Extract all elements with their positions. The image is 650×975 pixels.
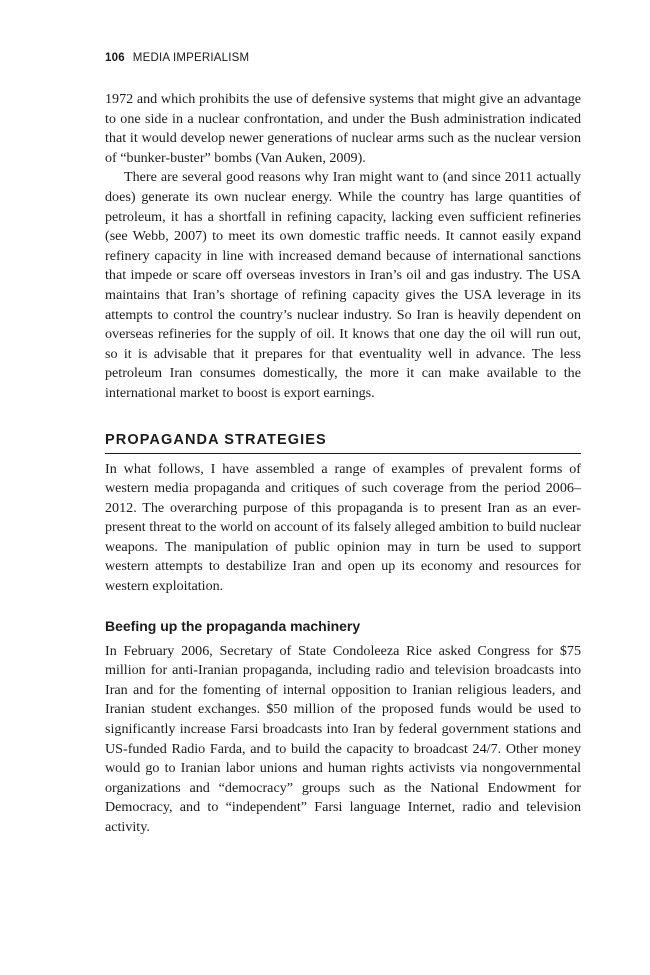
book-page: [105, 50, 581, 838]
paragraph-nuclear-energy: There are several good reasons why Iran might want to (and since 2011 actually does) generate its own nuclear energy. While the country has large quantities of petroleum, it has a shortfall in refining capacity, lacking even sufficient refineries (see Webb, 2007) to meet its own domestic traffic needs. It cannot easily expand refinery capacity in line with increased demand because of international sanctions that impede or scare off overseas investors in Iran’s oil and gas industry. The USA maintains that Iran’s shortage of refining capacity gives the USA leverage in its attempts to control the country’s nuclear industry. So Iran is heavily dependent on overseas refineries for the supply of oil. It knows that one day the oil will run out, so it is advisable that it prepares for that eventuality well in advance. The less petroleum Iran consumes domestically, the more it can make available to the international market to boost is export earnings.: [105, 169, 581, 401]
book-title: MEDIA IMPERIALISM: [132, 52, 250, 64]
paragraph-continued: 1972 and which prohibits the use of defensive systems that might give an advantage to one side in a nuclear confrontation, and under the Bush administration indicated that it would develop newer generations of nuclear arms such as the nuclear version of “bunker-buster” bombs (Van Auken, 2009).: [105, 91, 581, 166]
page-number: 106: [105, 52, 125, 64]
section-heading: PROPAGANDA STRATEGIES: [105, 431, 581, 454]
body-text: [105, 90, 581, 838]
subsection-heading: Beefing up the propaganda machinery: [105, 617, 361, 634]
paragraph-propaganda-intro: In what follows, I have assembled a range of examples of prevalent forms of western media propaganda and critiques of such coverage from the period 2006–2012. The overarching purpose of this propaganda is to present Iran as an ever-present threat to the world on account of its falsely alleged ambition to build nuclear weapons. The manipulation of public opinion may in turn be used to support western attempts to destabilize Iran and open up its economy and resources for western exploitation.: [105, 460, 581, 595]
running-head: [105, 50, 581, 66]
paragraph-propaganda-machinery: In February 2006, Secretary of State Condoleeza Rice asked Congress for $75 million for anti-Iranian propaganda, including radio and television broadcasts into Iran and for the fomenting of internal opposition to Iranian religious leaders, and Iranian student exchanges. $50 million of the proposed funds would be used to significantly increase Farsi broadcasts into Iran by federal government stations and US-funded Radio Farda, and to build the capacity to broadcast 24/7. Other money would go to Iranian labor unions and human rights activists via nongovernmental organizations and “democracy” groups such as the National Endowment for Democracy, and to “independent” Farsi language Internet, radio and television activity.: [105, 642, 581, 835]
